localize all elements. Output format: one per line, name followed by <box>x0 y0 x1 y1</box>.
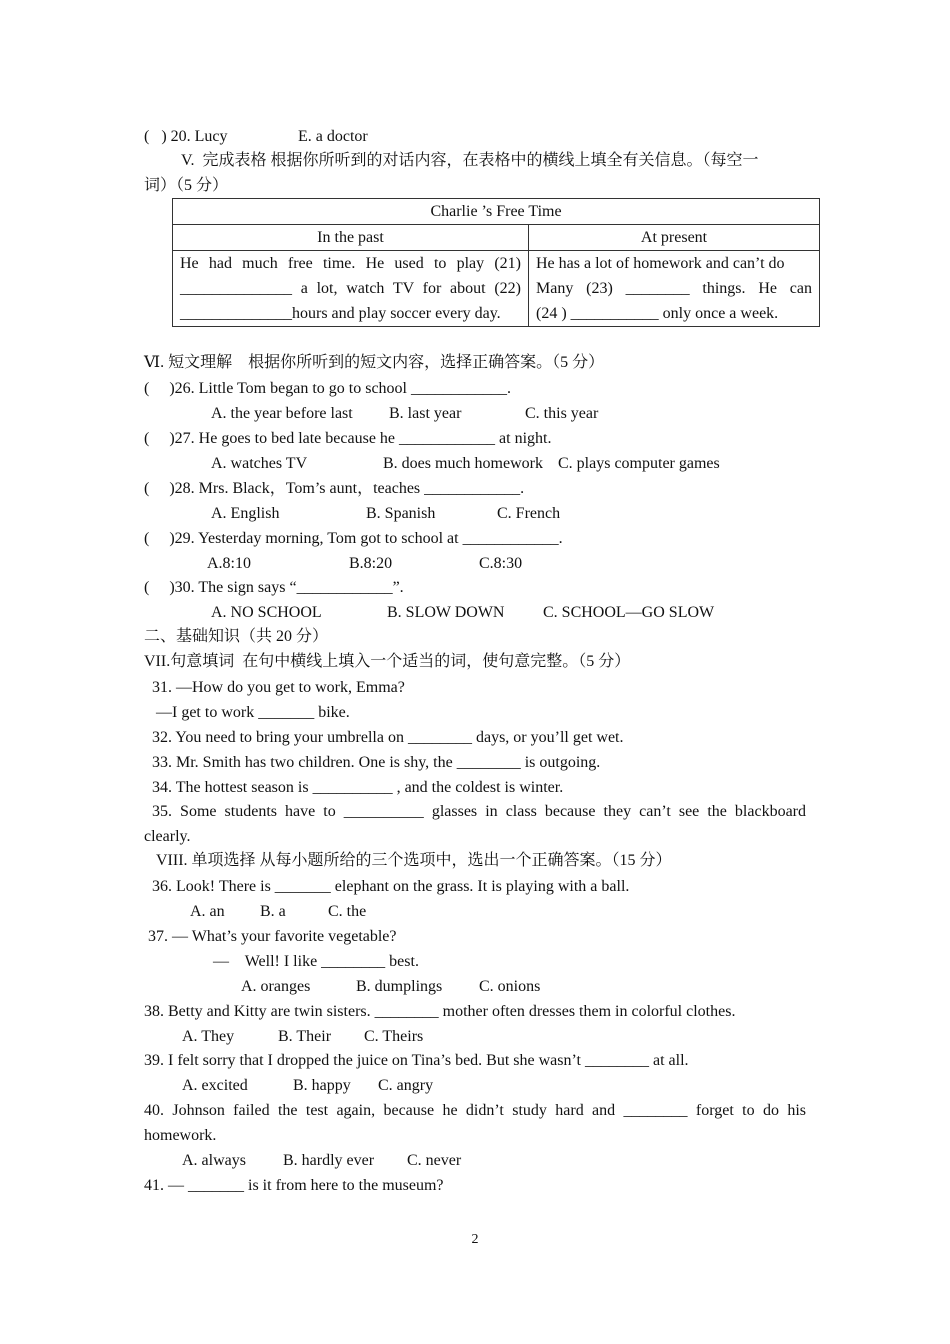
question-28-option-b: B. Spanish <box>366 505 436 522</box>
question-39: 39. I felt sorry that I dropped the juice on Tina’s bed. But she wasn’t ________ at all. <box>144 1052 689 1069</box>
question-38-option-c: C. Theirs <box>364 1028 424 1045</box>
question-29-option-a: A.8:10 <box>207 555 251 572</box>
present-line-2: Many (23) ________ things. He can <box>536 280 813 297</box>
question-38-option-b: B. Their <box>278 1028 332 1045</box>
question-29: ( )29. Yesterday morning, Tom got to school at ____________. <box>144 530 563 547</box>
question-29-option-b: B.8:20 <box>349 555 393 572</box>
question-39-option-c: C. angry <box>378 1077 434 1094</box>
table-header-present: At present <box>529 225 820 251</box>
question-40-option-b: B. hardly ever <box>283 1152 375 1169</box>
section-8-heading: VIII. 单项选择 从每小题所给的三个选项中，选出一个正确答案。（15 分） <box>156 852 672 869</box>
table-title: Charlie ’s Free Time <box>173 199 820 225</box>
present-line-1: He has a lot of homework and can’t do <box>536 255 785 272</box>
question-20-option-e: E. a doctor <box>298 128 368 145</box>
question-27-option-c: C. plays computer games <box>558 455 720 472</box>
table-header-past: In the past <box>173 225 529 251</box>
question-36-option-c: C. the <box>328 903 367 920</box>
question-40-cont: homework. <box>144 1127 217 1144</box>
question-27-option-b: B. does much homework <box>383 455 543 472</box>
question-40-option-a: A. always <box>182 1152 246 1169</box>
question-26-option-c: C. this year <box>525 405 599 422</box>
question-39-option-b: B. happy <box>293 1077 351 1094</box>
question-30: ( )30. The sign says “____________”. <box>144 579 404 596</box>
question-41: 41. — _______ is it from here to the museum? <box>144 1177 444 1194</box>
question-38: 38. Betty and Kitty are twin sisters. ________ mother often dresses them in colorful clothes. <box>144 1003 736 1020</box>
question-32: 32. You need to bring your umbrella on ________ days, or you’ll get wet. <box>152 729 624 746</box>
question-37-option-a: A. oranges <box>241 978 311 995</box>
past-line-2: ______________ a lot, watch TV for about (22) <box>180 280 521 297</box>
question-28-option-a: A. English <box>211 505 280 522</box>
question-31-answer: —I get to work _______ bike. <box>156 704 350 721</box>
past-line-3: ______________hours and play soccer every day. <box>180 305 501 322</box>
question-36-option-b: B. a <box>260 903 286 920</box>
question-26: ( )26. Little Tom began to go to school ____________. <box>144 380 511 397</box>
question-26-option-a: A. the year before last <box>211 405 353 422</box>
present-line-3: (24 ) ___________ only once a week. <box>536 305 779 322</box>
question-35: 35. Some students have to __________ glasses in class because they can’t see the blackboard <box>152 803 806 820</box>
question-28: ( )28. Mrs. Black，Tom’s aunt，teaches ____________. <box>144 480 525 497</box>
section-5-heading-cont: 词）（5 分） <box>144 177 229 194</box>
question-30-option-a: A. NO SCHOOL <box>211 604 322 621</box>
section-6-heading: Ⅵ. 短文理解 根据你所听到的短文内容，选择正确答案。（5 分） <box>144 354 605 371</box>
question-27-option-a: A. watches TV <box>211 455 308 472</box>
question-34: 34. The hottest season is __________ , and the coldest is winter. <box>152 779 564 796</box>
past-line-1: He had much free time. He used to play (21) <box>180 255 521 272</box>
table-cell-past <box>173 251 529 327</box>
question-30-option-c: C. SCHOOL—GO SLOW <box>543 604 715 621</box>
table-cell-present <box>529 251 820 327</box>
part-2-heading: 二、基础知识（共 20 分） <box>144 628 329 645</box>
question-35-cont: clearly. <box>144 828 191 845</box>
section-5-heading: V. 完成表格 根据你所听到的对话内容，在表格中的横线上填全有关信息。（每空一 <box>181 152 759 169</box>
question-38-option-a: A. They <box>182 1028 235 1045</box>
page-number: 2 <box>471 1232 479 1247</box>
free-time-table <box>172 198 820 327</box>
question-37-answer: — Well! I like ________ best. <box>213 953 419 970</box>
question-20: ( ) 20. Lucy <box>144 128 228 145</box>
question-33: 33. Mr. Smith has two children. One is shy, the ________ is outgoing. <box>152 754 601 771</box>
question-26-option-b: B. last year <box>389 405 462 422</box>
question-40-option-c: C. never <box>407 1152 462 1169</box>
question-39-option-a: A. excited <box>182 1077 248 1094</box>
question-37-option-b: B. dumplings <box>356 978 443 995</box>
question-30-option-b: B. SLOW DOWN <box>387 604 505 621</box>
question-29-option-c: C.8:30 <box>479 555 523 572</box>
question-36-option-a: A. an <box>190 903 225 920</box>
question-37-option-c: C. onions <box>479 978 541 995</box>
question-31: 31. —How do you get to work, Emma? <box>152 679 405 696</box>
question-40: 40. Johnson failed the test again, because he didn’t study hard and ________ forget to do his <box>144 1102 806 1119</box>
question-28-option-c: C. French <box>497 505 561 522</box>
question-36: 36. Look! There is _______ elephant on the grass. It is playing with a ball. <box>152 878 630 895</box>
question-37: 37. — What’s your favorite vegetable? <box>148 928 397 945</box>
section-7-heading: VII.句意填词 在句中横线上填入一个适当的词，使句意完整。（5 分） <box>144 653 631 670</box>
question-27: ( )27. He goes to bed late because he ____________ at night. <box>144 430 552 447</box>
